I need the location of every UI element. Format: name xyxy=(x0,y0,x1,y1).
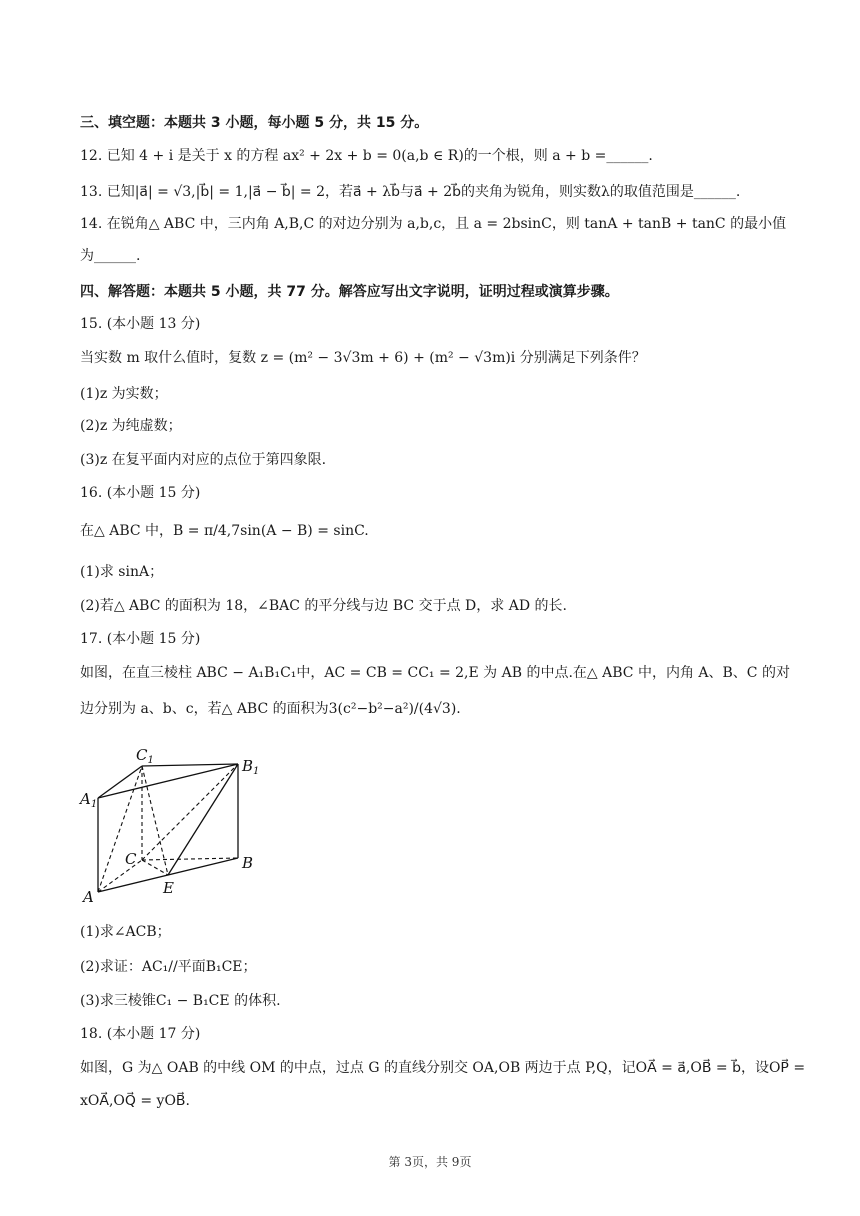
question-15-part-1: (1)z 为实数； xyxy=(80,386,168,402)
question-16-part-2: (2)若△ ABC 的面积为 18，∠BAC 的平分线与边 BC 交于点 D，求 AD 的长. xyxy=(80,598,567,614)
label-b: B xyxy=(242,854,254,872)
label-e: E xyxy=(163,879,174,897)
question-18-stem-2: xOA⃗,OQ⃗ = yOB⃗. xyxy=(80,1093,190,1109)
question-17-stem-2: 边分别为 a、b、c，若△ ABC 的面积为3(c²−b²−a²)/(4√3). xyxy=(80,701,461,717)
edge-a-c1 xyxy=(98,766,142,892)
prism-diagram xyxy=(78,742,278,907)
question-17-part-1: (1)求∠ACB； xyxy=(80,924,171,940)
question-17-part-3: (3)求三棱锥C₁ − B₁CE 的体积. xyxy=(80,993,281,1009)
label-a: A xyxy=(83,888,94,906)
label-b1: $B_1$ xyxy=(242,757,260,777)
question-16-part-1: (1)求 sinA； xyxy=(80,564,164,580)
question-14-line-1: 14. 在锐角△ ABC 中，三内角 A,B,C 的对边分别为 a,b,c，且 a = 2bsinC，则 tanA + tanB + tanC 的最小值 xyxy=(80,216,787,232)
edge-c1-b1 xyxy=(142,764,238,766)
question-17-stem-1: 如图，在直三棱柱 ABC − A₁B₁C₁中，AC = CB = CC₁ = 2,E 为 AB 的中点.在△ ABC 中，内角 A、B、C 的对 xyxy=(80,665,790,681)
label-a1: $A_1$ xyxy=(80,790,98,810)
prism-figure xyxy=(78,742,278,907)
question-16-stem: 在△ ABC 中，B = π/4,7sin(A − B) = sinC. xyxy=(80,523,369,539)
question-16-title: 16. (本小题 15 分) xyxy=(80,485,201,501)
page-footer: 第 3页，共 9页 xyxy=(388,1155,472,1169)
question-17-part-2: (2)求证：AC₁//平面B₁CE； xyxy=(80,959,257,975)
question-14-line-2: 为______. xyxy=(80,248,141,264)
question-15-stem: 当实数 m 取什么值时，复数 z = (m² − 3√3m + 6) + (m² − √3m)i 分别满足下列条件？ xyxy=(80,350,646,366)
label-c: C xyxy=(125,850,137,868)
section-4-heading: 四、解答题：本题共 5 小题，共 77 分。解答应写出文字说明，证明过程或演算步骤。 xyxy=(80,284,619,300)
question-15-part-2: (2)z 为纯虚数； xyxy=(80,418,182,434)
question-13: 13. 已知|a⃗| = √3,|b⃗| = 1,|a⃗ − b⃗| = 2，若a⃗ + λb⃗与a⃗ + 2b⃗的夹角为锐角，则实数λ的取值范围是______. xyxy=(80,184,741,200)
question-17-title: 17. (本小题 15 分) xyxy=(80,631,201,647)
edge-a1-b1 xyxy=(98,764,238,798)
question-15-part-3: (3)z 在复平面内对应的点位于第四象限. xyxy=(80,452,327,468)
section-3-heading: 三、填空题：本题共 3 小题，每小题 5 分，共 15 分。 xyxy=(80,115,429,131)
edge-c-b1 xyxy=(142,764,238,860)
edge-c-e xyxy=(142,860,168,875)
prism-solid-edges xyxy=(98,764,238,892)
question-15-title: 15. (本小题 13 分) xyxy=(80,316,201,332)
question-18-title: 18. (本小题 17 分) xyxy=(80,1026,201,1042)
label-c1: $C_1$ xyxy=(136,746,154,766)
edge-c-b xyxy=(142,858,238,860)
question-18-stem-1: 如图，G 为△ OAB 的中线 OM 的中点，过点 G 的直线分别交 OA,OB 两边于点 P,Q，记OA⃗ = a⃗,OB⃗ = b⃗，设OP⃗ = xyxy=(80,1060,806,1076)
question-12: 12. 已知 4 + i 是关于 x 的方程 ax² + 2x + b = 0(a,b ∈ R)的一个根，则 a + b =______. xyxy=(80,148,653,164)
